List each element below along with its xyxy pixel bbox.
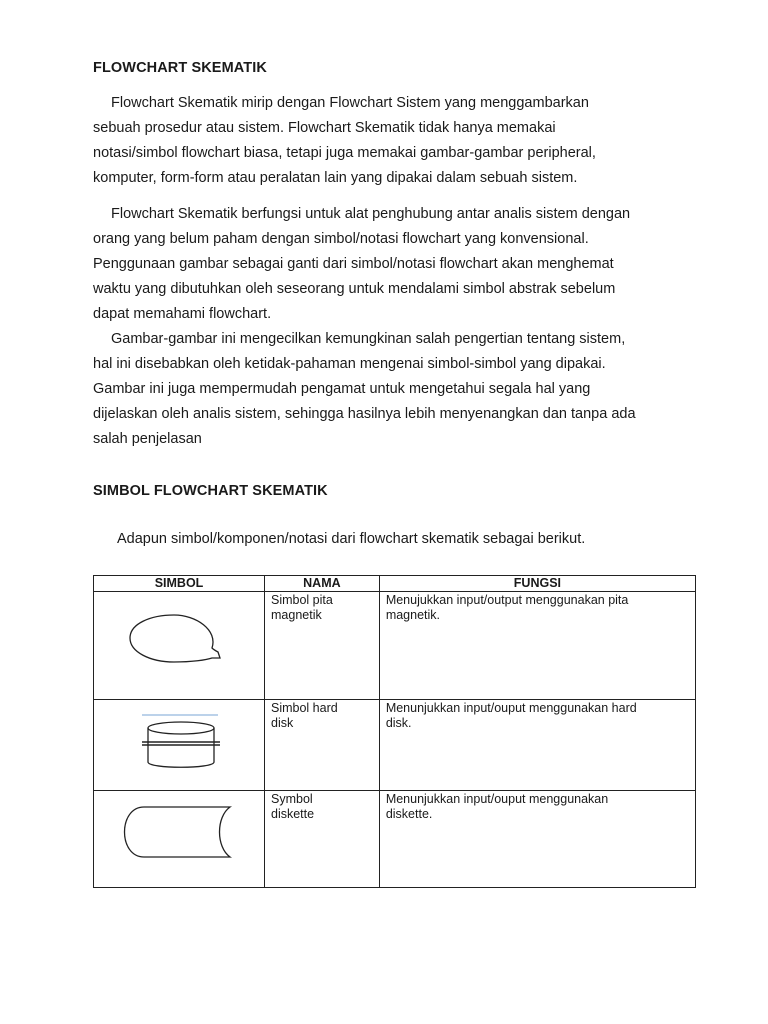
name-line: magnetik <box>271 608 322 622</box>
paragraph-line: notasi/simbol flowchart biasa, tetapi juga memakai gambar-gambar peripheral, <box>93 145 596 161</box>
paragraph-line: orang yang belum paham dengan simbol/notasi flowchart yang konvensional. <box>93 231 589 247</box>
paragraph-line: hal ini disebabkan oleh ketidak-pahaman mengenai simbol-simbol yang dipakai. <box>93 356 606 372</box>
table-row <box>94 700 696 791</box>
paragraph-1 <box>93 91 683 191</box>
name-cell <box>265 700 380 791</box>
function-line: magnetik. <box>385 608 441 622</box>
paragraph-line: Gambar-gambar ini mengecilkan kemungkinan salah pengertian tentang sistem, <box>111 331 626 347</box>
heading-simbol-flowchart: SIMBOL FLOWCHART SKEMATIK <box>93 483 328 499</box>
paragraph-line: sebuah prosedur atau sistem. Flowchart Skematik tidak hanya memakai <box>93 120 556 136</box>
function-cell <box>379 791 695 888</box>
table-header-row <box>94 576 696 592</box>
column-header-fungsi: FUNGSI <box>379 576 695 592</box>
function-cell <box>379 700 695 791</box>
hard-disk-symbol-icon <box>94 700 264 790</box>
paragraph-line: Flowchart Skematik mirip dengan Flowchart Sistem yang menggambarkan <box>111 95 589 111</box>
diskette-symbol-icon <box>94 791 264 887</box>
heading-flowchart-skematik: FLOWCHART SKEMATIK <box>93 60 267 76</box>
symbol-cell <box>94 592 265 700</box>
symbol-cell <box>94 700 265 791</box>
intro-text: Adapun simbol/komponen/notasi dari flowchart skematik sebagai berikut. <box>117 531 586 547</box>
paragraph-line: Flowchart Skematik berfungsi untuk alat penghubung antar analis sistem dengan <box>111 206 631 222</box>
name-line: Simbol pita <box>271 593 333 607</box>
name-line: Simbol hard <box>271 701 338 715</box>
function-cell <box>379 592 695 700</box>
function-line: diskette. <box>385 807 433 821</box>
name-cell <box>265 791 380 888</box>
function-line: disk. <box>385 716 412 730</box>
paragraph-line: salah penjelasan <box>93 431 202 447</box>
paragraph-line: Gambar ini juga mempermudah pengamat untuk mengetahui segala hal yang <box>93 381 591 397</box>
magnetic-tape-symbol-icon <box>94 592 264 699</box>
function-line: Menujukkan input/output menggunakan pita <box>385 593 629 607</box>
name-cell <box>265 592 380 700</box>
column-header-simbol: SIMBOL <box>94 576 265 592</box>
paragraph-line: komputer, form-form atau peralatan lain yang dipakai dalam sebuah sistem. <box>93 170 578 186</box>
name-line: Symbol <box>271 792 313 806</box>
paragraph-line: dijelaskan oleh analis sistem, sehingga hasilnya lebih menyenangkan dan tanpa ada <box>93 406 636 422</box>
table-row <box>94 791 696 888</box>
paragraph-line: dapat memahami flowchart. <box>93 306 272 322</box>
paragraph-line: Penggunaan gambar sebagai ganti dari simbol/notasi flowchart akan menghemat <box>93 256 614 272</box>
function-line: Menunjukkan input/ouput menggunakan <box>385 792 609 806</box>
name-line: disk <box>271 716 294 730</box>
paragraph-2 <box>93 202 683 452</box>
column-header-nama: NAMA <box>265 576 380 592</box>
table-row <box>94 592 696 700</box>
function-line: Menunjukkan input/ouput menggunakan hard <box>385 701 637 715</box>
name-line: diskette <box>271 807 315 821</box>
symbol-cell <box>94 791 265 888</box>
paragraph-line: waktu yang dibutuhkan oleh seseorang untuk mendalami simbol abstrak sebelum <box>93 281 616 297</box>
symbol-table <box>93 575 696 888</box>
